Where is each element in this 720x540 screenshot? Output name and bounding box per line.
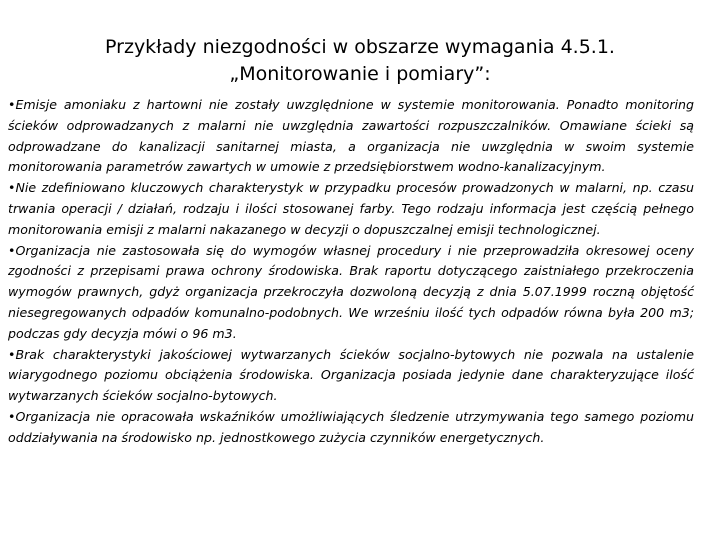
- slide-title-line-2: „Monitorowanie i pomiary”:: [229, 63, 491, 85]
- bullet-text-3: Organizacja nie zastosowała się do wymogów własnej procedury i nie przeprowadziła okresowej oceny zgodności z przepisami prawa ochrony środowiska. Brak raportu dotyczącego zaistniałego przekroczenia wymogów prawnych, gdyż organizacja przekroczyła dozwoloną decyzją z dnia 5.07.1999 roczną objętość niesegregowanych odpadów komunalno-podobnych. We wrześniu ilość tych odpadów równa była 200 m3; podczas gdy decyzja mówi o 96 m3.: [8, 242, 694, 341]
- bullet-icon: •: [8, 180, 16, 196]
- bullet-icon: •: [8, 97, 16, 112]
- bullet-icon: •: [8, 408, 16, 424]
- bullet-item-4: [8, 345, 694, 407]
- slide-body: [8, 95, 694, 449]
- bullet-text-2: Nie zdefiniowano kluczowych charakterystyk w przypadku procesów prowadzonych w malarni, np. czasu trwania operacji / działań, rodzaju i ilości stosowanej farby. Tego rodzaju informacja jest częścią pełnego monitorowania emisji z malarni nakazanego w decyzji o dopuszczalnej emisji technologicznej.: [8, 180, 694, 237]
- bullet-item-3: [8, 241, 694, 345]
- bullet-text-5: Organizacja nie opracowała wskaźników umożliwiających śledzenie utrzymywania tego samego poziomu oddziaływania na środowisko np. jednostkowego zużycia czynników energetycznych.: [8, 408, 694, 445]
- bullet-icon: •: [8, 242, 16, 258]
- slide-title: [40, 34, 680, 88]
- bullet-icon: •: [8, 346, 16, 362]
- slide-title-line-1: Przykłady niezgodności w obszarze wymagania 4.5.1.: [105, 36, 615, 58]
- bullet-text-1: Emisje amoniaku z hartowni nie zostały uwzględnione w systemie monitorowania. Ponadto monitoring ścieków odprowadzanych z malarni nie uwzględnia zawartości rozpuszczalników. Omawiane ścieki są odprowadzane do kanalizacji sanitarnej miasta, a organizacja nie uwzględnia w swoim systemie monitorowania parametrów zawartych w umowie z przedsiębiorstwem wodno-kanalizacyjnym.: [8, 97, 694, 175]
- bullet-item-2: [8, 178, 694, 240]
- bullet-item-5: [8, 407, 694, 449]
- bullet-item-1: [8, 95, 694, 178]
- bullet-text-4: Brak charakterystyki jakościowej wytwarzanych ścieków socjalno-bytowych nie pozwala na ustalenie wiarygodnego poziomu obciążenia środowiska. Organizacja posiada jedynie dane charakteryzujące ilość wytwarzanych ścieków socjalno-bytowych.: [8, 346, 694, 404]
